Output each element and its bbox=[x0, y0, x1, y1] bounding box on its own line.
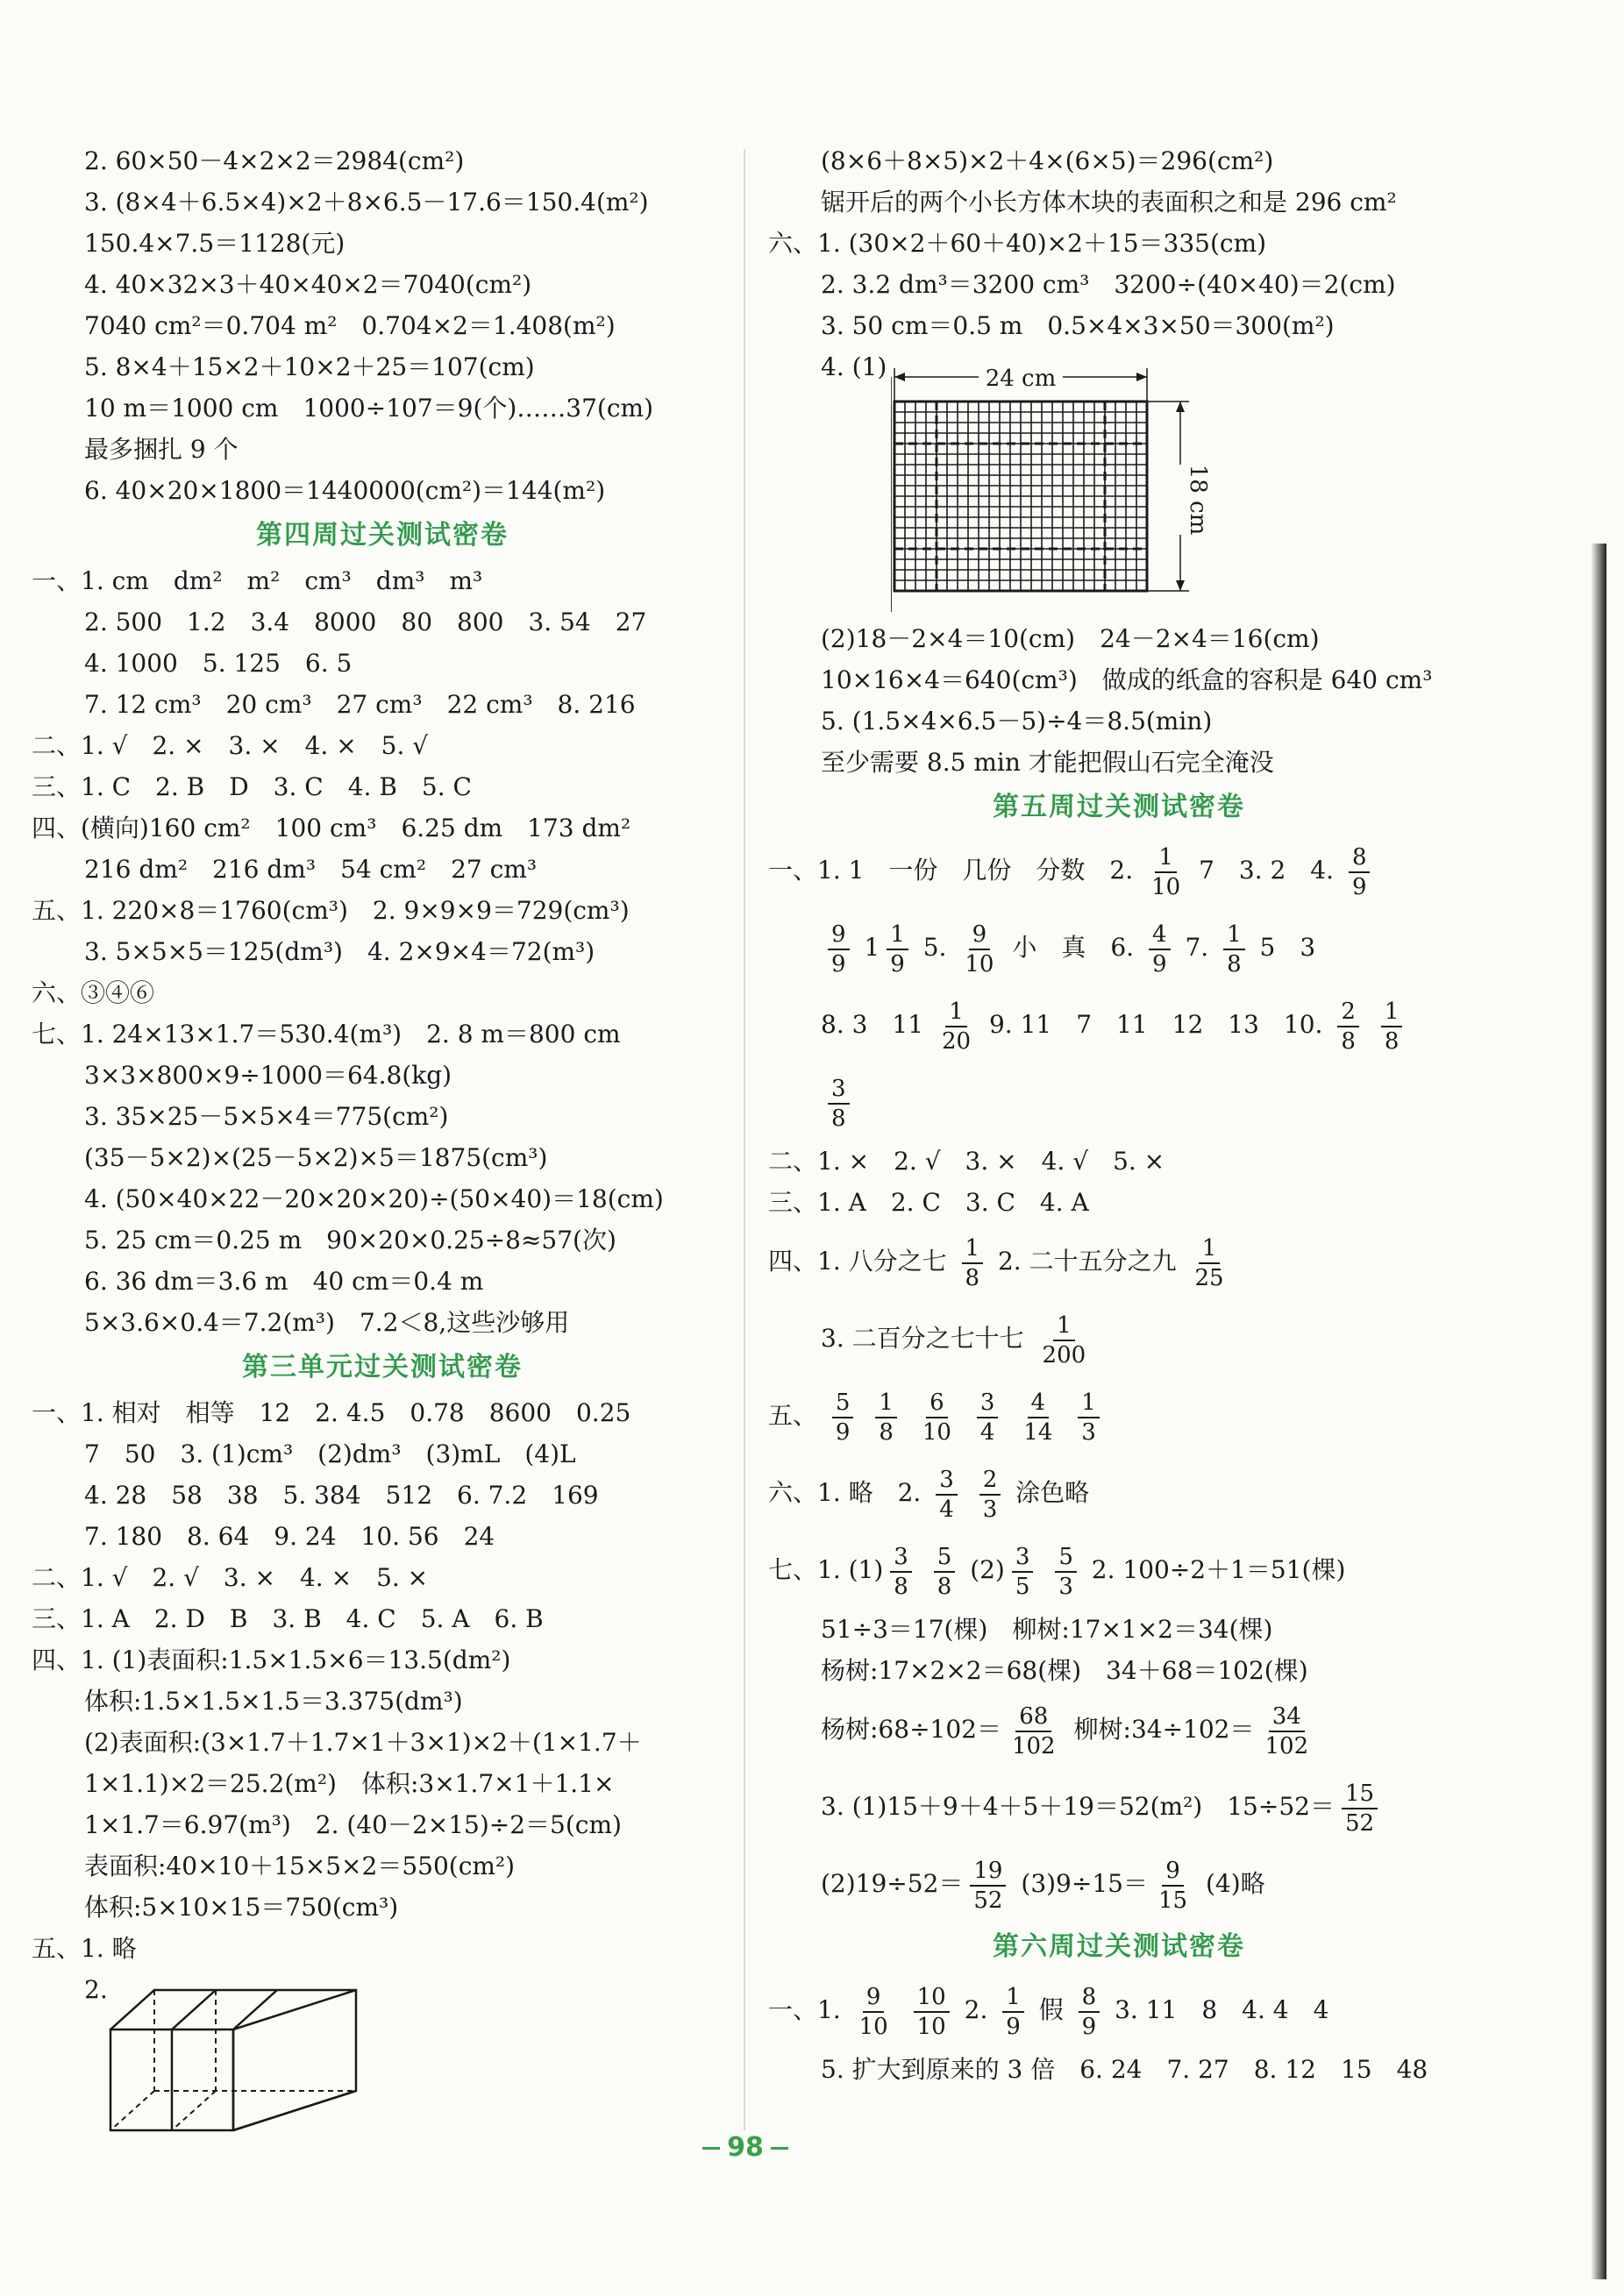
text-segment: 六、1. 略 2. bbox=[768, 1478, 922, 1507]
answer-line: 2. 500 1.2 3.4 8000 80 800 3. 54 27 bbox=[84, 608, 647, 636]
numerator: 1 bbox=[887, 921, 908, 950]
text-segment: 一、1. 1 一份 几份 分数 2. bbox=[768, 856, 1134, 885]
denominator: 5 bbox=[1015, 1573, 1030, 1600]
denominator: 25 bbox=[1194, 1264, 1224, 1291]
fraction bbox=[887, 921, 908, 978]
denominator: 102 bbox=[1011, 1732, 1056, 1759]
answer-line bbox=[768, 1532, 1470, 1609]
fraction bbox=[856, 1983, 892, 2041]
fraction bbox=[934, 1543, 956, 1601]
grid-width-label: 24 cm bbox=[985, 366, 1057, 392]
answer-line bbox=[768, 1691, 1470, 1768]
fraction bbox=[1223, 921, 1245, 978]
answer-line bbox=[768, 1454, 1470, 1532]
text-segment: 一、1. bbox=[768, 1995, 841, 2024]
text-segment: (2)19÷52＝ bbox=[821, 1869, 964, 1898]
numerator: 9 bbox=[969, 921, 991, 950]
answer-line: 六、③④⑥ bbox=[32, 978, 155, 1007]
numerator: 9 bbox=[828, 921, 850, 950]
answer-line: 2. 60×50－4×2×2＝2984(cm²) bbox=[84, 146, 465, 175]
answer-line: 三、1. A 2. C 3. C 4. A bbox=[768, 1188, 1089, 1217]
numerator: 68 bbox=[1015, 1702, 1051, 1732]
answer-line: 三、1. A 2. D B 3. B 4. C 5. A 6. B bbox=[32, 1604, 544, 1633]
fraction bbox=[828, 1075, 850, 1133]
denominator: 3 bbox=[1058, 1573, 1073, 1600]
answer-line: (35－5×2)×(25－5×2)×5＝1875(cm³) bbox=[84, 1143, 548, 1172]
text-segment: 8. 3 11 bbox=[821, 1010, 924, 1039]
answer-line bbox=[768, 986, 1470, 1063]
denominator: 8 bbox=[1384, 1027, 1400, 1055]
numerator: 5 bbox=[934, 1543, 956, 1573]
numerator: 9 bbox=[1162, 1857, 1184, 1887]
denominator: 10 bbox=[965, 950, 994, 977]
numerator: 3 bbox=[1012, 1543, 1034, 1573]
section-heading-unit3: 第三单元过关测试密卷 bbox=[242, 1352, 523, 1383]
denominator: 10 bbox=[1151, 873, 1181, 900]
numerator: 1 bbox=[1155, 843, 1177, 873]
denominator: 200 bbox=[1042, 1341, 1086, 1368]
fraction bbox=[938, 998, 974, 1056]
numerator: 15 bbox=[1342, 1780, 1378, 1809]
numerator: 2 bbox=[979, 1466, 1001, 1496]
answer-line bbox=[768, 1845, 1470, 1923]
denominator: 9 bbox=[831, 950, 846, 977]
fraction bbox=[1012, 1543, 1034, 1601]
fraction bbox=[1149, 921, 1171, 978]
answer-line: 3×3×800×9÷1000＝64.8(kg) bbox=[84, 1061, 452, 1090]
whole-number: 1 bbox=[864, 933, 880, 962]
numerator: 4 bbox=[1149, 921, 1171, 950]
answer-line: 七、1. 24×13×1.7＝530.4(m³) 2. 8 m＝800 cm bbox=[32, 1020, 621, 1048]
answer-line: 4. 40×32×3＋40×40×2＝7040(cm²) bbox=[84, 270, 532, 299]
fraction bbox=[1002, 1983, 1024, 2041]
answer-line: 6. 36 dm＝3.6 m 40 cm＝0.4 m bbox=[84, 1267, 484, 1296]
numerator: 1 bbox=[1078, 1389, 1100, 1418]
numerator: 1 bbox=[1223, 921, 1245, 950]
numerator: 1 bbox=[1053, 1311, 1075, 1341]
denominator: 20 bbox=[941, 1027, 972, 1055]
numerator: 1 bbox=[962, 1234, 984, 1264]
fraction bbox=[1155, 1857, 1191, 1915]
numerator: 2 bbox=[1337, 998, 1359, 1027]
answer-line: 4. 28 58 38 5. 384 512 6. 7.2 169 bbox=[84, 1481, 599, 1510]
section-heading-week4: 第四周过关测试密卷 bbox=[256, 520, 509, 551]
column-divider bbox=[744, 149, 745, 2130]
denominator: 8 bbox=[894, 1573, 908, 1600]
answer-line: 5. 25 cm＝0.25 m 90×20×0.25÷8≈57(次) bbox=[84, 1226, 616, 1255]
answer-line: 3. 5×5×5＝125(dm³) 4. 2×9×4＝72(m³) bbox=[84, 937, 595, 966]
answer-line bbox=[768, 1377, 1470, 1454]
dash-left bbox=[702, 2147, 720, 2150]
right-column bbox=[768, 140, 1470, 2084]
answer-line: 二、1. √ 2. √ 3. × 4. × 5. × bbox=[32, 1563, 429, 1592]
fraction bbox=[1079, 1983, 1100, 2041]
answer-line: 1×1.1)×2＝25.2(m²) 体积:3×1.7×1＋1.1× bbox=[84, 1769, 615, 1798]
denominator: 9 bbox=[1006, 2013, 1021, 2040]
answer-line: (8×6＋8×5)×2＋4×(6×5)＝296(cm²) bbox=[821, 146, 1274, 175]
numerator: 1 bbox=[1002, 1983, 1024, 2013]
text-segment: 假 bbox=[1038, 1995, 1064, 2024]
answer-line: 10 m＝1000 cm 1000÷107＝9(个)……37(cm) bbox=[84, 394, 654, 423]
denominator: 8 bbox=[879, 1418, 894, 1446]
page-number bbox=[693, 2132, 798, 2163]
fraction bbox=[1039, 1311, 1090, 1369]
answer-line bbox=[768, 1972, 1470, 2049]
text-segment: 3. 二百分之七十七 bbox=[821, 1324, 1024, 1353]
numerator: 1 bbox=[1381, 998, 1403, 1027]
denominator: 10 bbox=[858, 2013, 888, 2040]
answer-line: 4. (1) bbox=[821, 352, 887, 381]
answer-line: 5×3.6×0.4＝7.2(m³) 7.2＜8,这些沙够用 bbox=[84, 1308, 570, 1337]
fraction bbox=[1261, 1702, 1312, 1760]
section-heading-week6: 第六周过关测试密卷 bbox=[993, 1931, 1245, 1962]
fraction bbox=[828, 921, 850, 978]
text-segment: 杨树:68÷102＝ bbox=[821, 1715, 1001, 1744]
fraction bbox=[1008, 1702, 1059, 1760]
denominator: 52 bbox=[973, 1887, 1003, 1914]
answer-line: 五、1. 略 bbox=[32, 1934, 137, 1963]
answer-line: 5. (1.5×4×6.5－5)÷4＝8.5(min) bbox=[821, 707, 1213, 736]
answer-line: 表面积:40×10＋15×5×2＝550(cm²) bbox=[84, 1852, 516, 1880]
denominator: 14 bbox=[1023, 1418, 1053, 1446]
answer-line: 7 50 3. (1)cm³ (2)dm³ (3)mL (4)L bbox=[84, 1439, 576, 1468]
denominator: 8 bbox=[965, 1264, 980, 1291]
week5-answers bbox=[768, 832, 1470, 1923]
text-segment: 7. bbox=[1185, 933, 1209, 962]
denominator: 9 bbox=[890, 950, 905, 977]
numerator: 9 bbox=[863, 1983, 885, 2013]
text-segment: (2) bbox=[970, 1555, 1005, 1584]
text-segment: 涂色略 bbox=[1015, 1478, 1090, 1507]
numerator: 10 bbox=[914, 1983, 950, 2013]
text-segment: 5. bbox=[922, 933, 947, 962]
answer-line: 7. 12 cm³ 20 cm³ 27 cm³ 22 cm³ 8. 216 bbox=[84, 690, 636, 719]
unit3-answers bbox=[32, 1392, 733, 2010]
fraction bbox=[1148, 843, 1184, 901]
denominator: 3 bbox=[982, 1496, 998, 1523]
answer-line: 3. 35×25－5×5×4＝775(cm²) bbox=[84, 1102, 449, 1131]
cuboid-figure bbox=[102, 1981, 365, 2139]
fraction bbox=[1078, 1389, 1100, 1447]
answer-line: 216 dm² 216 dm³ 54 cm² 27 cm³ bbox=[84, 855, 538, 884]
numerator: 8 bbox=[1349, 843, 1371, 873]
text-segment: 2. 100÷2＋1＝51(棵) bbox=[1091, 1555, 1346, 1584]
answer-line: 150.4×7.5＝1128(元) bbox=[84, 229, 345, 258]
denominator: 8 bbox=[831, 1105, 846, 1132]
answer-line: 2. bbox=[84, 1975, 108, 2004]
answer-line: 至少需要 8.5 min 才能把假山石完全淹没 bbox=[821, 748, 1274, 777]
numerator: 4 bbox=[1028, 1389, 1050, 1418]
denominator: 8 bbox=[1227, 950, 1242, 977]
text-segment: 七、1. (1) bbox=[768, 1555, 884, 1584]
answer-line: 一、1. 相对 相等 12 2. 4.5 0.78 8600 0.25 bbox=[32, 1398, 631, 1427]
fraction bbox=[961, 921, 997, 978]
denominator: 4 bbox=[979, 1418, 995, 1446]
text-segment: 9. 11 7 11 12 13 10. bbox=[988, 1010, 1323, 1039]
answer-line: 4. (50×40×22－20×20×20)÷(50×40)＝18(cm) bbox=[84, 1184, 664, 1213]
numerator: 34 bbox=[1269, 1702, 1305, 1732]
text-segment: 3. (1)15＋9＋4＋5＋19＝52(m²) 15÷52＝ bbox=[821, 1792, 1335, 1821]
fraction bbox=[1349, 843, 1371, 901]
answer-line: 体积:1.5×1.5×1.5＝3.375(dm³) bbox=[84, 1687, 463, 1716]
denominator: 10 bbox=[916, 2013, 946, 2040]
text-segment: 5 3 bbox=[1259, 933, 1316, 962]
answer-line: 3. 50 cm＝0.5 m 0.5×4×3×50＝300(m²) bbox=[821, 311, 1335, 340]
fraction bbox=[970, 1857, 1006, 1915]
section-heading-week5: 第五周过关测试密卷 bbox=[993, 792, 1245, 822]
text-segment: 3. 11 8 4. 4 4 bbox=[1115, 1995, 1329, 2024]
text-segment: (4)略 bbox=[1205, 1869, 1265, 1898]
box-net-grid-figure bbox=[891, 359, 1224, 622]
answer-line: 3. (8×4＋6.5×4)×2＋8×6.5－17.6＝150.4(m²) bbox=[84, 188, 649, 217]
fraction bbox=[919, 1389, 955, 1447]
answer-line: 7. 180 8. 64 9. 24 10. 56 24 bbox=[84, 1522, 495, 1551]
fraction bbox=[914, 1983, 950, 2041]
fraction bbox=[979, 1466, 1001, 1524]
answer-line: 二、1. × 2. √ 3. × 4. √ 5. × bbox=[768, 1147, 1165, 1176]
numerator: 1 bbox=[945, 998, 967, 1027]
answer-line: 10×16×4＝640(cm³) 做成的纸盒的容积是 640 cm³ bbox=[821, 665, 1433, 694]
numerator: 3 bbox=[890, 1543, 912, 1573]
page-edge-shadow bbox=[1591, 544, 1606, 2279]
fraction bbox=[1192, 1234, 1228, 1292]
answer-line: 6. 40×20×1800＝1440000(cm²)＝144(m²) bbox=[84, 476, 606, 505]
dash-right bbox=[771, 2147, 788, 2150]
answer-line: 五、1. 220×8＝1760(cm³) 2. 9×9×9＝729(cm³) bbox=[32, 896, 630, 925]
fraction bbox=[1381, 998, 1403, 1056]
answer-line: 锯开后的两个小长方体木块的表面积之和是 296 cm² bbox=[821, 188, 1397, 217]
answer-line bbox=[768, 1223, 1470, 1300]
text-segment: 小 真 6. bbox=[1012, 933, 1135, 962]
answer-line: 1×1.7＝6.97(m³) 2. (40－2×15)÷2＝5(cm) bbox=[84, 1810, 622, 1839]
denominator: 10 bbox=[922, 1418, 951, 1446]
answer-line: 三、1. C 2. B D 3. C 4. B 5. C bbox=[32, 772, 472, 801]
text-segment: 四、1. 八分之七 bbox=[768, 1247, 947, 1276]
denominator: 52 bbox=[1344, 1809, 1375, 1837]
denominator: 9 bbox=[1081, 2013, 1097, 2040]
fraction bbox=[1055, 1543, 1077, 1601]
denominator: 102 bbox=[1264, 1732, 1309, 1759]
answer-line: 四、1. (1)表面积:1.5×1.5×6＝13.5(dm²) bbox=[32, 1646, 511, 1674]
answer-line: 7040 cm²＝0.704 m² 0.704×2＝1.408(m²) bbox=[84, 311, 616, 340]
denominator: 4 bbox=[939, 1496, 954, 1523]
answer-line: (2)表面积:(3×1.7＋1.7×1＋3×1)×2＋(1×1.7＋ bbox=[84, 1728, 642, 1757]
denominator: 15 bbox=[1157, 1887, 1188, 1914]
answer-line: 一、1. cm dm² m² cm³ dm³ m³ bbox=[32, 566, 483, 595]
denominator: 8 bbox=[937, 1573, 952, 1600]
answer-line: 最多捆扎 9 个 bbox=[84, 435, 239, 464]
answer-line: 杨树:17×2×2＝68(棵) 34＋68＝102(棵) bbox=[821, 1656, 1308, 1685]
answer-line: 二、1. √ 2. × 3. × 4. × 5. √ bbox=[32, 731, 429, 760]
fraction bbox=[1342, 1780, 1378, 1838]
numerator: 19 bbox=[970, 1857, 1006, 1887]
fraction bbox=[890, 1543, 912, 1601]
answer-line: 2. 3.2 dm³＝3200 cm³ 3200÷(40×40)＝2(cm) bbox=[821, 270, 1396, 299]
fraction bbox=[936, 1466, 958, 1524]
answer-line: (2)18－2×4＝10(cm) 24－2×4＝16(cm) bbox=[821, 624, 1320, 653]
numerator: 6 bbox=[926, 1389, 948, 1418]
numerator: 5 bbox=[832, 1389, 854, 1418]
fraction bbox=[977, 1389, 999, 1447]
fraction bbox=[962, 1234, 984, 1292]
text-segment: 柳树:34÷102＝ bbox=[1073, 1715, 1255, 1744]
left-column bbox=[32, 140, 733, 2010]
grid-height-label: 18 cm bbox=[1185, 464, 1211, 536]
denominator: 9 bbox=[1151, 950, 1167, 977]
text-segment: 2. 二十五分之九 bbox=[997, 1247, 1177, 1276]
text-segment: 2. bbox=[964, 1995, 988, 2024]
answer-line bbox=[768, 1768, 1470, 1845]
denominator: 3 bbox=[1081, 1418, 1096, 1446]
numerator: 1 bbox=[875, 1389, 897, 1418]
denominator: 9 bbox=[1351, 873, 1367, 900]
text-segment: (3)9÷15＝ bbox=[1021, 1869, 1148, 1898]
text-segment: 五、 bbox=[768, 1401, 818, 1430]
answer-line: 5. 8×4＋15×2＋10×2＋25＝107(cm) bbox=[84, 352, 535, 381]
week6-answers bbox=[768, 1972, 1470, 2090]
left-top-answers bbox=[32, 140, 733, 511]
answer-line: 5. 扩大到原来的 3 倍 6. 24 7. 27 8. 12 15 48 bbox=[821, 2055, 1428, 2084]
text-segment: 7 3. 2 4. bbox=[1199, 856, 1335, 885]
numerator: 1 bbox=[1199, 1234, 1221, 1264]
numerator: 8 bbox=[1079, 1983, 1100, 2013]
answer-line bbox=[768, 832, 1470, 909]
after-grid-block bbox=[768, 618, 1470, 2090]
answer-line: 体积:5×10×15＝750(cm³) bbox=[84, 1893, 399, 1922]
numerator: 3 bbox=[828, 1075, 850, 1105]
fraction bbox=[1020, 1389, 1056, 1447]
numerator: 3 bbox=[977, 1389, 999, 1418]
numerator: 5 bbox=[1055, 1543, 1077, 1573]
fraction bbox=[875, 1389, 897, 1447]
answer-line bbox=[768, 909, 1470, 986]
answer-line bbox=[768, 1300, 1470, 1377]
denominator: 8 bbox=[1341, 1027, 1356, 1055]
fraction bbox=[832, 1389, 854, 1447]
numerator: 3 bbox=[936, 1466, 958, 1496]
answer-line: 六、1. (30×2＋60＋40)×2＋15＝335(cm) bbox=[768, 229, 1267, 258]
denominator: 9 bbox=[835, 1418, 851, 1446]
week4-answers bbox=[32, 560, 733, 1343]
fraction bbox=[1337, 998, 1359, 1056]
page-number-text: 98 bbox=[727, 2132, 764, 2163]
answer-line: 4. 1000 5. 125 6. 5 bbox=[84, 649, 353, 678]
answer-line: 51÷3＝17(棵) 柳树:17×1×2＝34(棵) bbox=[821, 1615, 1273, 1644]
answer-line bbox=[768, 1063, 1470, 1141]
answer-line: 四、(横向)160 cm² 100 cm³ 6.25 dm 173 dm² bbox=[32, 814, 631, 842]
